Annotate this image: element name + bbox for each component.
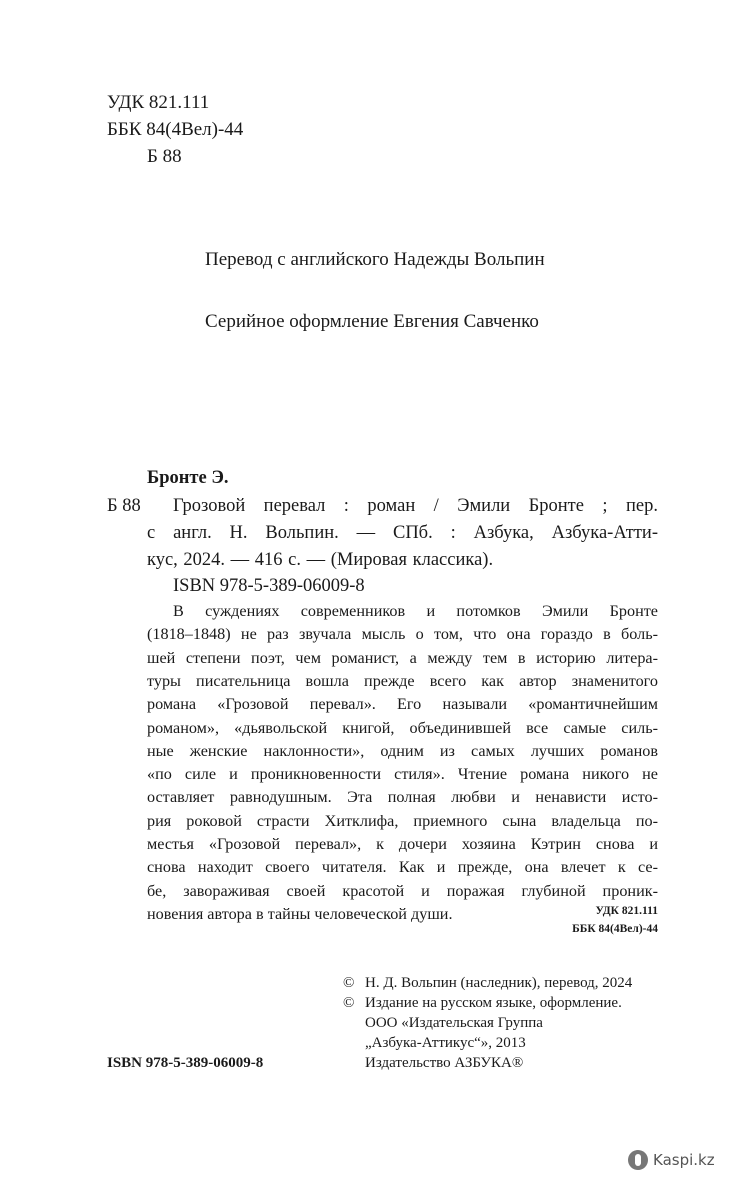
copyright-icon: ©	[343, 995, 355, 1011]
annotation-line: шей степени поэт, чем романист, а между тем в историю литера-	[147, 648, 658, 667]
annotation-line: бе, завораживая своей красотой и поражая глубиной проник-	[147, 881, 658, 900]
annotation-line: ные женские наклонности», одним из самых лучших романов	[147, 741, 658, 760]
catalog-line: с англ. Н. Вольпин. — СПб. : Азбука, Азбука-Атти-	[147, 523, 658, 543]
small-bbk: ББК 84(4Вел)-44	[572, 923, 658, 935]
catalog-code: Б 88	[107, 496, 141, 516]
author-code: Б 88	[147, 146, 182, 167]
annotation-line: (1818–1848) не раз звучала мысль о том, что она гораздо в боль-	[147, 625, 658, 644]
translator-credit: Перевод с английского Надежды Вольпин	[205, 249, 545, 270]
small-udk: УДК 821.111	[595, 905, 658, 917]
copyright-line: ООО «Издательская Группа	[365, 1015, 543, 1031]
copyright-line: „Азбука-Аттикус“», 2013	[365, 1035, 526, 1051]
design-credit: Серийное оформление Евгения Савченко	[205, 311, 539, 332]
annotation-line: местья «Грозовой перевал», к дочери хозяина Кэтрин снова и	[147, 835, 658, 853]
bbk-line: ББК 84(4Вел)-44	[107, 119, 244, 140]
copyright-line: Издание на русском языке, оформление.	[365, 995, 622, 1011]
isbn-bottom: ISBN 978-5-389-06009-8	[107, 1055, 264, 1071]
annotation-line: «по силе и проникновенности стиля». Чтение романа никого не	[147, 765, 658, 784]
catalog-isbn: ISBN 978-5-389-06009-8	[173, 576, 365, 596]
annotation-line: новения автора в тайны человеческой души.	[147, 904, 453, 923]
copyright-icon: ©	[343, 975, 355, 991]
annotation-line: В суждениях современников и потомков Эмили Бронте	[173, 602, 658, 620]
annotation-line: оставляет равнодушным. Эта полная любви и ненависти исто-	[147, 788, 658, 807]
catalog-line: кус, 2024. — 416 с. — (Мировая классика).	[147, 550, 494, 570]
catalog-line: Грозовой перевал : роман / Эмили Бронте ; пер.	[173, 496, 658, 516]
kaspi-logo-icon	[628, 1150, 648, 1170]
catalog-author: Бронте Э.	[147, 468, 229, 488]
kaspi-watermark	[628, 1150, 715, 1170]
annotation-line: рия роковой страсти Хитклифа, приемного сына владельца по-	[147, 811, 658, 830]
udk-line: УДК 821.111	[107, 92, 210, 113]
annotation-line: романа «Грозовой перевал». Его называли «романтичнейшим	[147, 695, 658, 714]
annotation-line: снова находит своего читателя. Как и прежде, она влечет к се-	[147, 858, 658, 877]
copyright-line: Н. Д. Вольпин (наследник), перевод, 2024	[365, 975, 633, 991]
copyright-line: Издательство АЗБУКА®	[365, 1055, 524, 1071]
kaspi-text: Kaspi.kz	[653, 1151, 715, 1169]
annotation-line: туры писательница вошла прежде всего как автор знаменитого	[147, 671, 658, 690]
annotation-line: романом», «дьявольской книгой, объединившей все самые силь-	[147, 718, 658, 737]
